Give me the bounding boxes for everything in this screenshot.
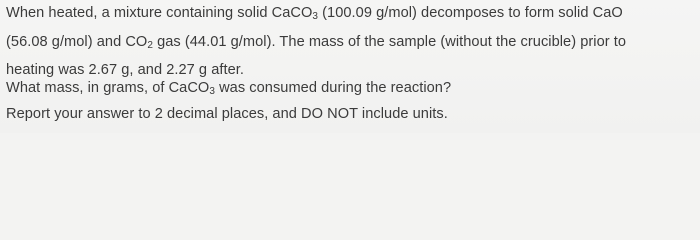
line-1-text-b: (100.09 g/mol) decomposes to form solid CaO bbox=[318, 5, 623, 21]
line-1-text-a: When heated, a mixture containing solid CaCO bbox=[6, 5, 313, 21]
line-1-subscript: 3 bbox=[312, 11, 319, 22]
line-4-subscript: 3 bbox=[209, 86, 215, 97]
line-4-text-a: What mass, in grams, of CaCO bbox=[6, 80, 210, 96]
question-line-1 bbox=[6, 4, 623, 23]
question-line-3: heating was 2.67 g, and 2.27 g after. bbox=[6, 62, 244, 78]
line-2-subscript: 2 bbox=[147, 40, 153, 51]
question-line-4 bbox=[6, 79, 451, 98]
line-2-text-b: gas (44.01 g/mol). The mass of the sample (without the crucible) prior to bbox=[152, 34, 627, 50]
line-2-text-a: (56.08 g/mol) and CO bbox=[6, 34, 148, 50]
question-line-2 bbox=[6, 33, 626, 52]
line-4-text-b: was consumed during the reaction? bbox=[214, 80, 452, 96]
question-line-5: Report your answer to 2 decimal places, and DO NOT include units. bbox=[6, 106, 448, 122]
